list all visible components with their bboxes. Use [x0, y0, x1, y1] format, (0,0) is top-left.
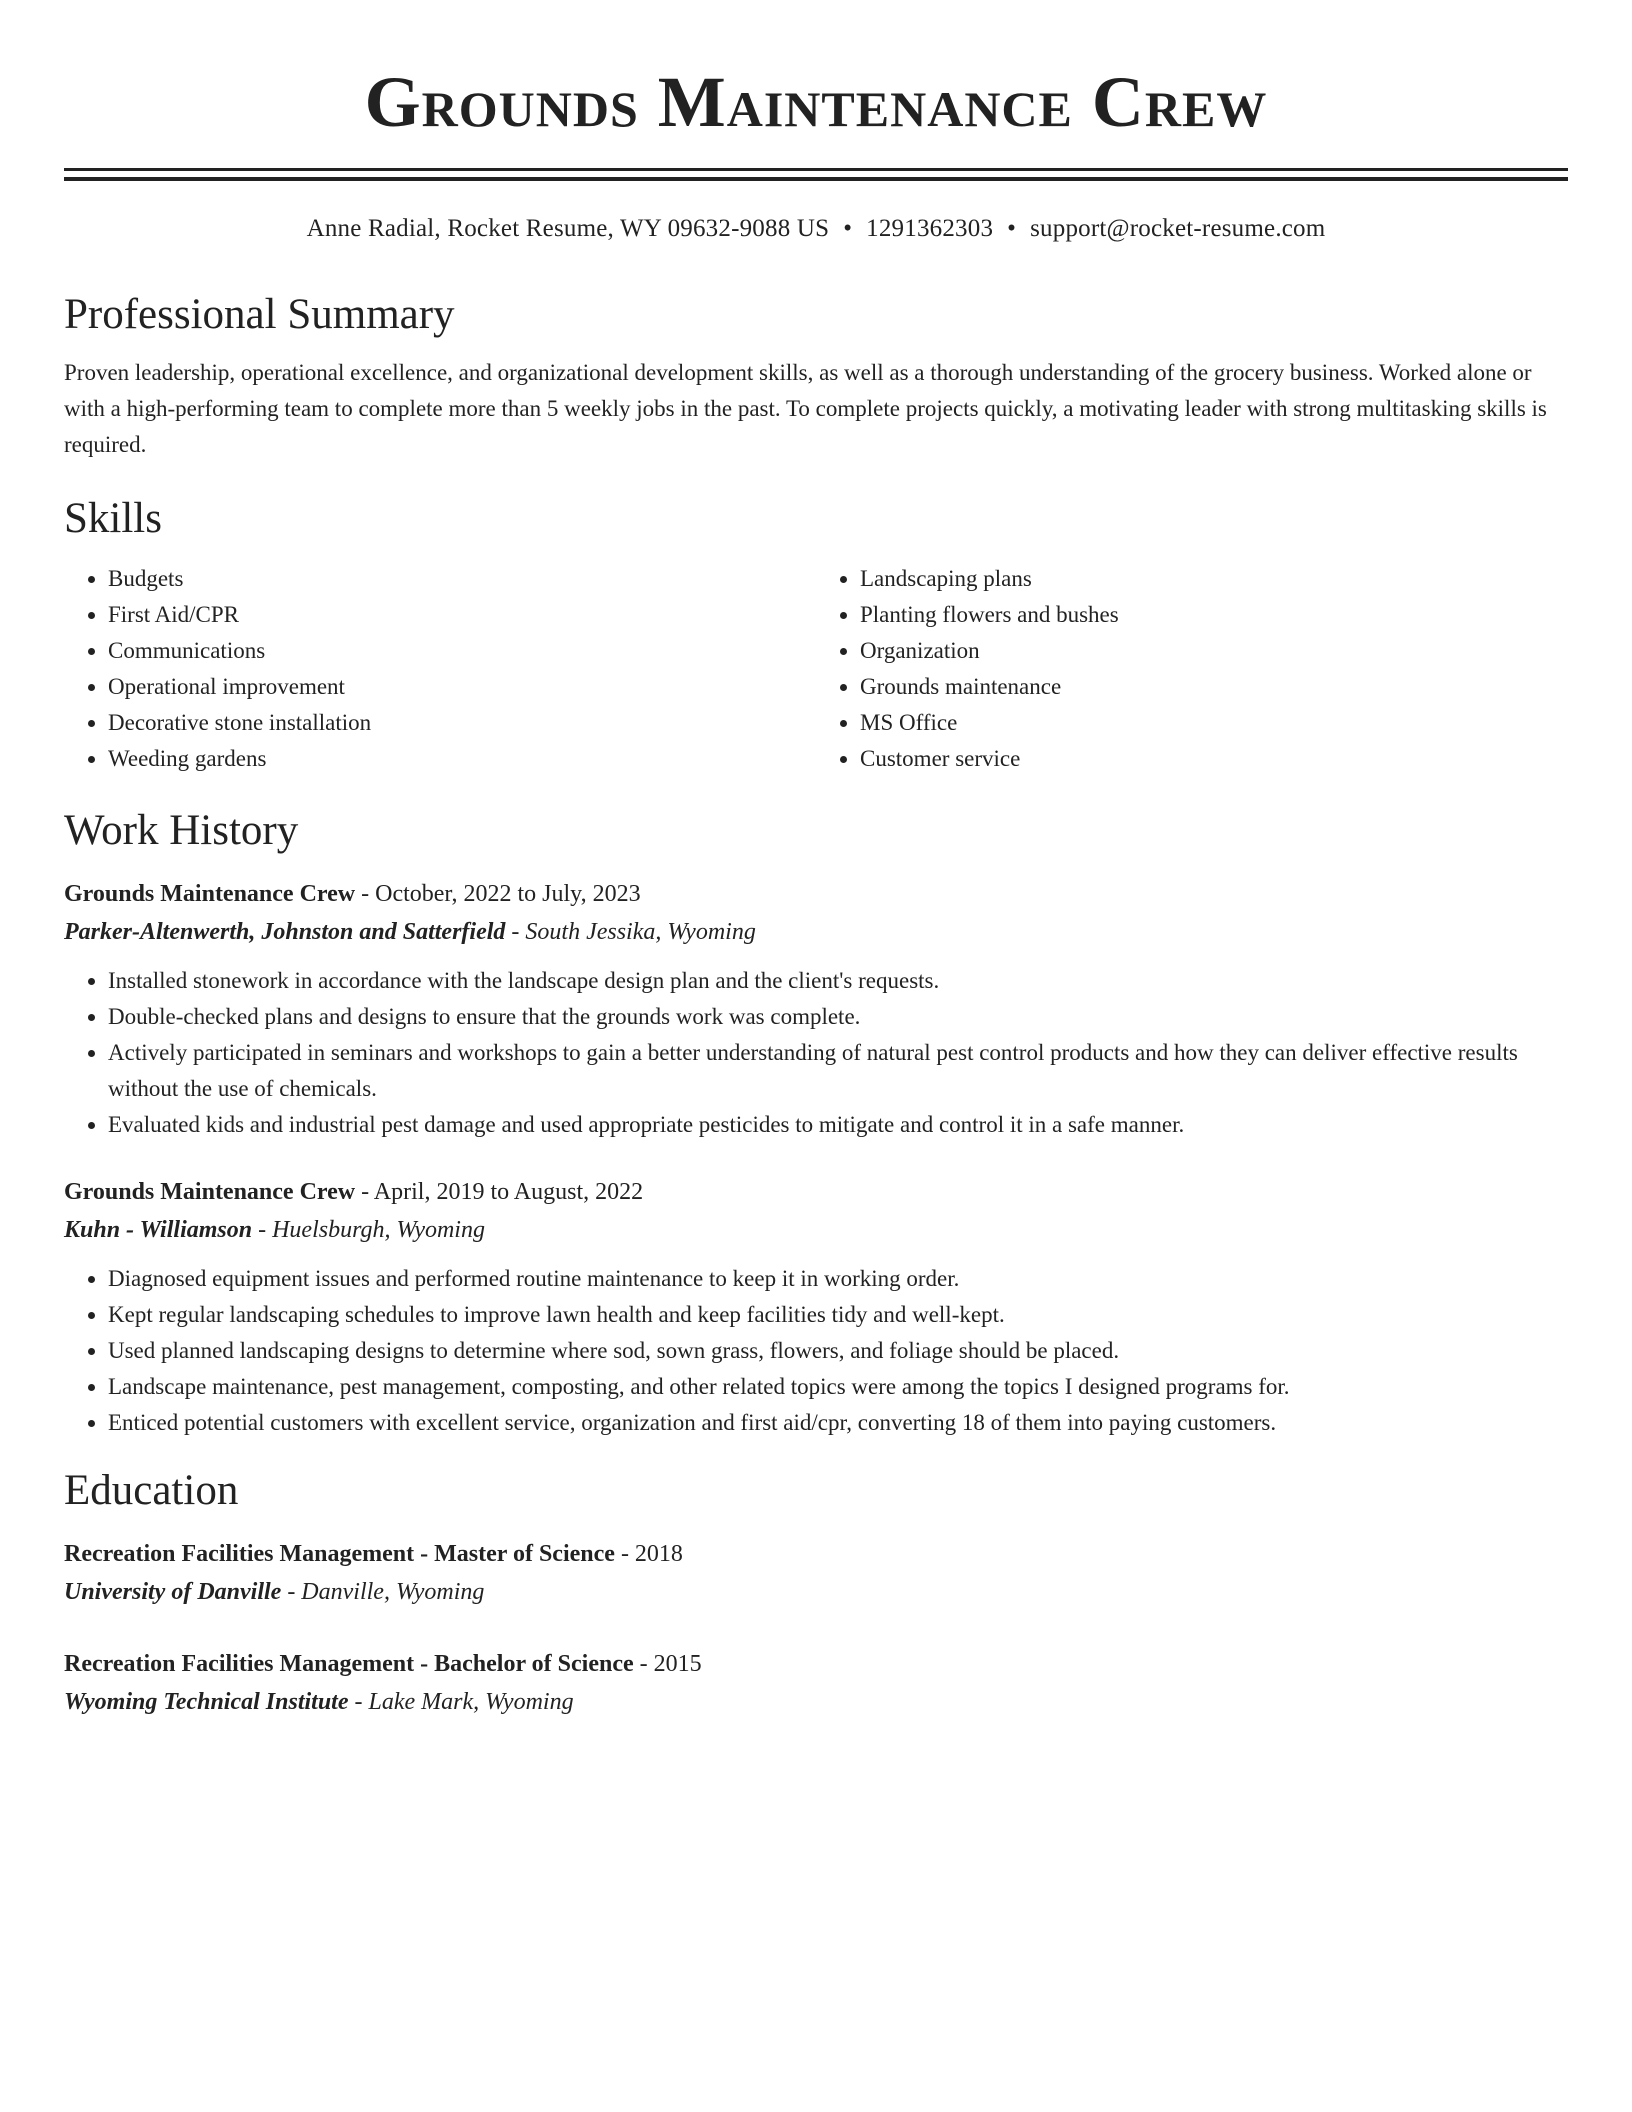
skills-list: [64, 561, 1568, 777]
job-bullet: • Actively participated in seminars and workshops to gain a better understanding of natural pest control products and how they can deliver effective results without the use of chemicals.: [108, 1035, 1568, 1107]
contact-address: Anne Radial, Rocket Resume, WY 09632-9088 US: [306, 215, 830, 242]
school-location: - Danville, Wyoming: [281, 1579, 485, 1605]
job-dates: - October, 2022 to July, 2023: [355, 881, 641, 907]
summary-heading: Professional Summary: [64, 291, 455, 338]
job-dates: - April, 2019 to August, 2022: [355, 1179, 644, 1205]
skill-item: • First Aid/CPR: [108, 597, 816, 633]
degree-line: [64, 1645, 1568, 1683]
skill-item: • Operational improvement: [108, 669, 816, 705]
job-bullet: • Kept regular landscaping schedules to improve lawn health and keep facilities tidy and well-kept.: [108, 1297, 1568, 1333]
school-location: - Lake Mark, Wyoming: [348, 1689, 574, 1715]
education-entry: [64, 1535, 1568, 1611]
job-title: Grounds Maintenance Crew: [64, 881, 356, 907]
company-line: [64, 913, 1568, 951]
job-bullet: • Landscape maintenance, pest management, composting, and other related topics were among the topics I designed programs for.: [108, 1369, 1568, 1405]
degree-name: Recreation Facilities Management - Bachelor of Science: [64, 1651, 634, 1677]
school-name: Wyoming Technical Institute: [64, 1689, 349, 1715]
skills-column-right: [816, 561, 1568, 777]
education-heading: Education: [64, 1467, 239, 1514]
title-rule-top: [64, 168, 1568, 171]
company-line: [64, 1211, 1568, 1249]
skill-item: • Customer service: [860, 741, 1568, 777]
job-bullet: • Used planned landscaping designs to determine where sod, sown grass, flowers, and foliage should be placed.: [108, 1333, 1568, 1369]
job-bullets: [64, 1261, 1568, 1441]
skills-heading: Skills: [64, 495, 162, 542]
work-history-heading: Work History: [64, 807, 299, 854]
title-rule-bottom: [64, 177, 1568, 181]
skill-item: • Planting flowers and bushes: [860, 597, 1568, 633]
school-line: [64, 1573, 1568, 1611]
degree-year: - 2015: [633, 1651, 702, 1677]
contact-email: support@rocket-resume.com: [1030, 215, 1326, 242]
job-bullet: • Evaluated kids and industrial pest damage and used appropriate pesticides to mitigate and control it in a safe manner.: [108, 1107, 1568, 1143]
company-location: - South Jessika, Wyoming: [505, 919, 756, 945]
contact-line: [64, 211, 1568, 247]
company-name: Kuhn - Williamson: [64, 1217, 253, 1243]
skill-item: • MS Office: [860, 705, 1568, 741]
job-bullets: [64, 963, 1568, 1143]
job-entry: [64, 875, 1568, 1143]
skill-item: • Landscaping plans: [860, 561, 1568, 597]
job-title-line: [64, 1173, 1568, 1211]
company-location: - Huelsburgh, Wyoming: [252, 1217, 485, 1243]
contact-separator: •: [1007, 215, 1017, 242]
skill-item: • Weeding gardens: [108, 741, 816, 777]
degree-name: Recreation Facilities Management - Master of Science: [64, 1541, 615, 1567]
job-title-line: [64, 875, 1568, 913]
skill-item: • Grounds maintenance: [860, 669, 1568, 705]
job-bullet: • Installed stonework in accordance with the landscape design plan and the client's requests.: [108, 963, 1568, 999]
degree-line: [64, 1535, 1568, 1573]
skill-item: • Decorative stone installation: [108, 705, 816, 741]
school-line: [64, 1683, 1568, 1721]
job-bullet: • Enticed potential customers with excellent service, organization and first aid/cpr, converting 18 of them into paying customers.: [108, 1405, 1568, 1441]
education-entry: [64, 1645, 1568, 1721]
job-bullet: • Diagnosed equipment issues and performed routine maintenance to keep it in working order.: [108, 1261, 1568, 1297]
job-title: Grounds Maintenance Crew: [64, 1179, 356, 1205]
skills-column-left: [64, 561, 816, 777]
skill-item: • Communications: [108, 633, 816, 669]
resume-title: Grounds Maintenance Crew: [364, 62, 1268, 142]
skill-item: • Budgets: [108, 561, 816, 597]
skill-item: • Organization: [860, 633, 1568, 669]
summary-text: Proven leadership, operational excellence, and organizational development skills, as well as a thorough understanding of the grocery business. Worked alone or with a high-performing team to complete more than 5 weekly jobs in the past. To complete projects quickly, a motivating leader with strong multitasking skills is required.: [64, 360, 1547, 457]
contact-phone: 1291362303: [866, 215, 994, 242]
contact-separator: •: [843, 215, 853, 242]
job-bullet: • Double-checked plans and designs to ensure that the grounds work was complete.: [108, 999, 1568, 1035]
job-entry: [64, 1173, 1568, 1441]
degree-year: - 2018: [614, 1541, 683, 1567]
school-name: University of Danville: [64, 1579, 282, 1605]
company-name: Parker-Altenwerth, Johnston and Satterfield: [64, 919, 506, 945]
